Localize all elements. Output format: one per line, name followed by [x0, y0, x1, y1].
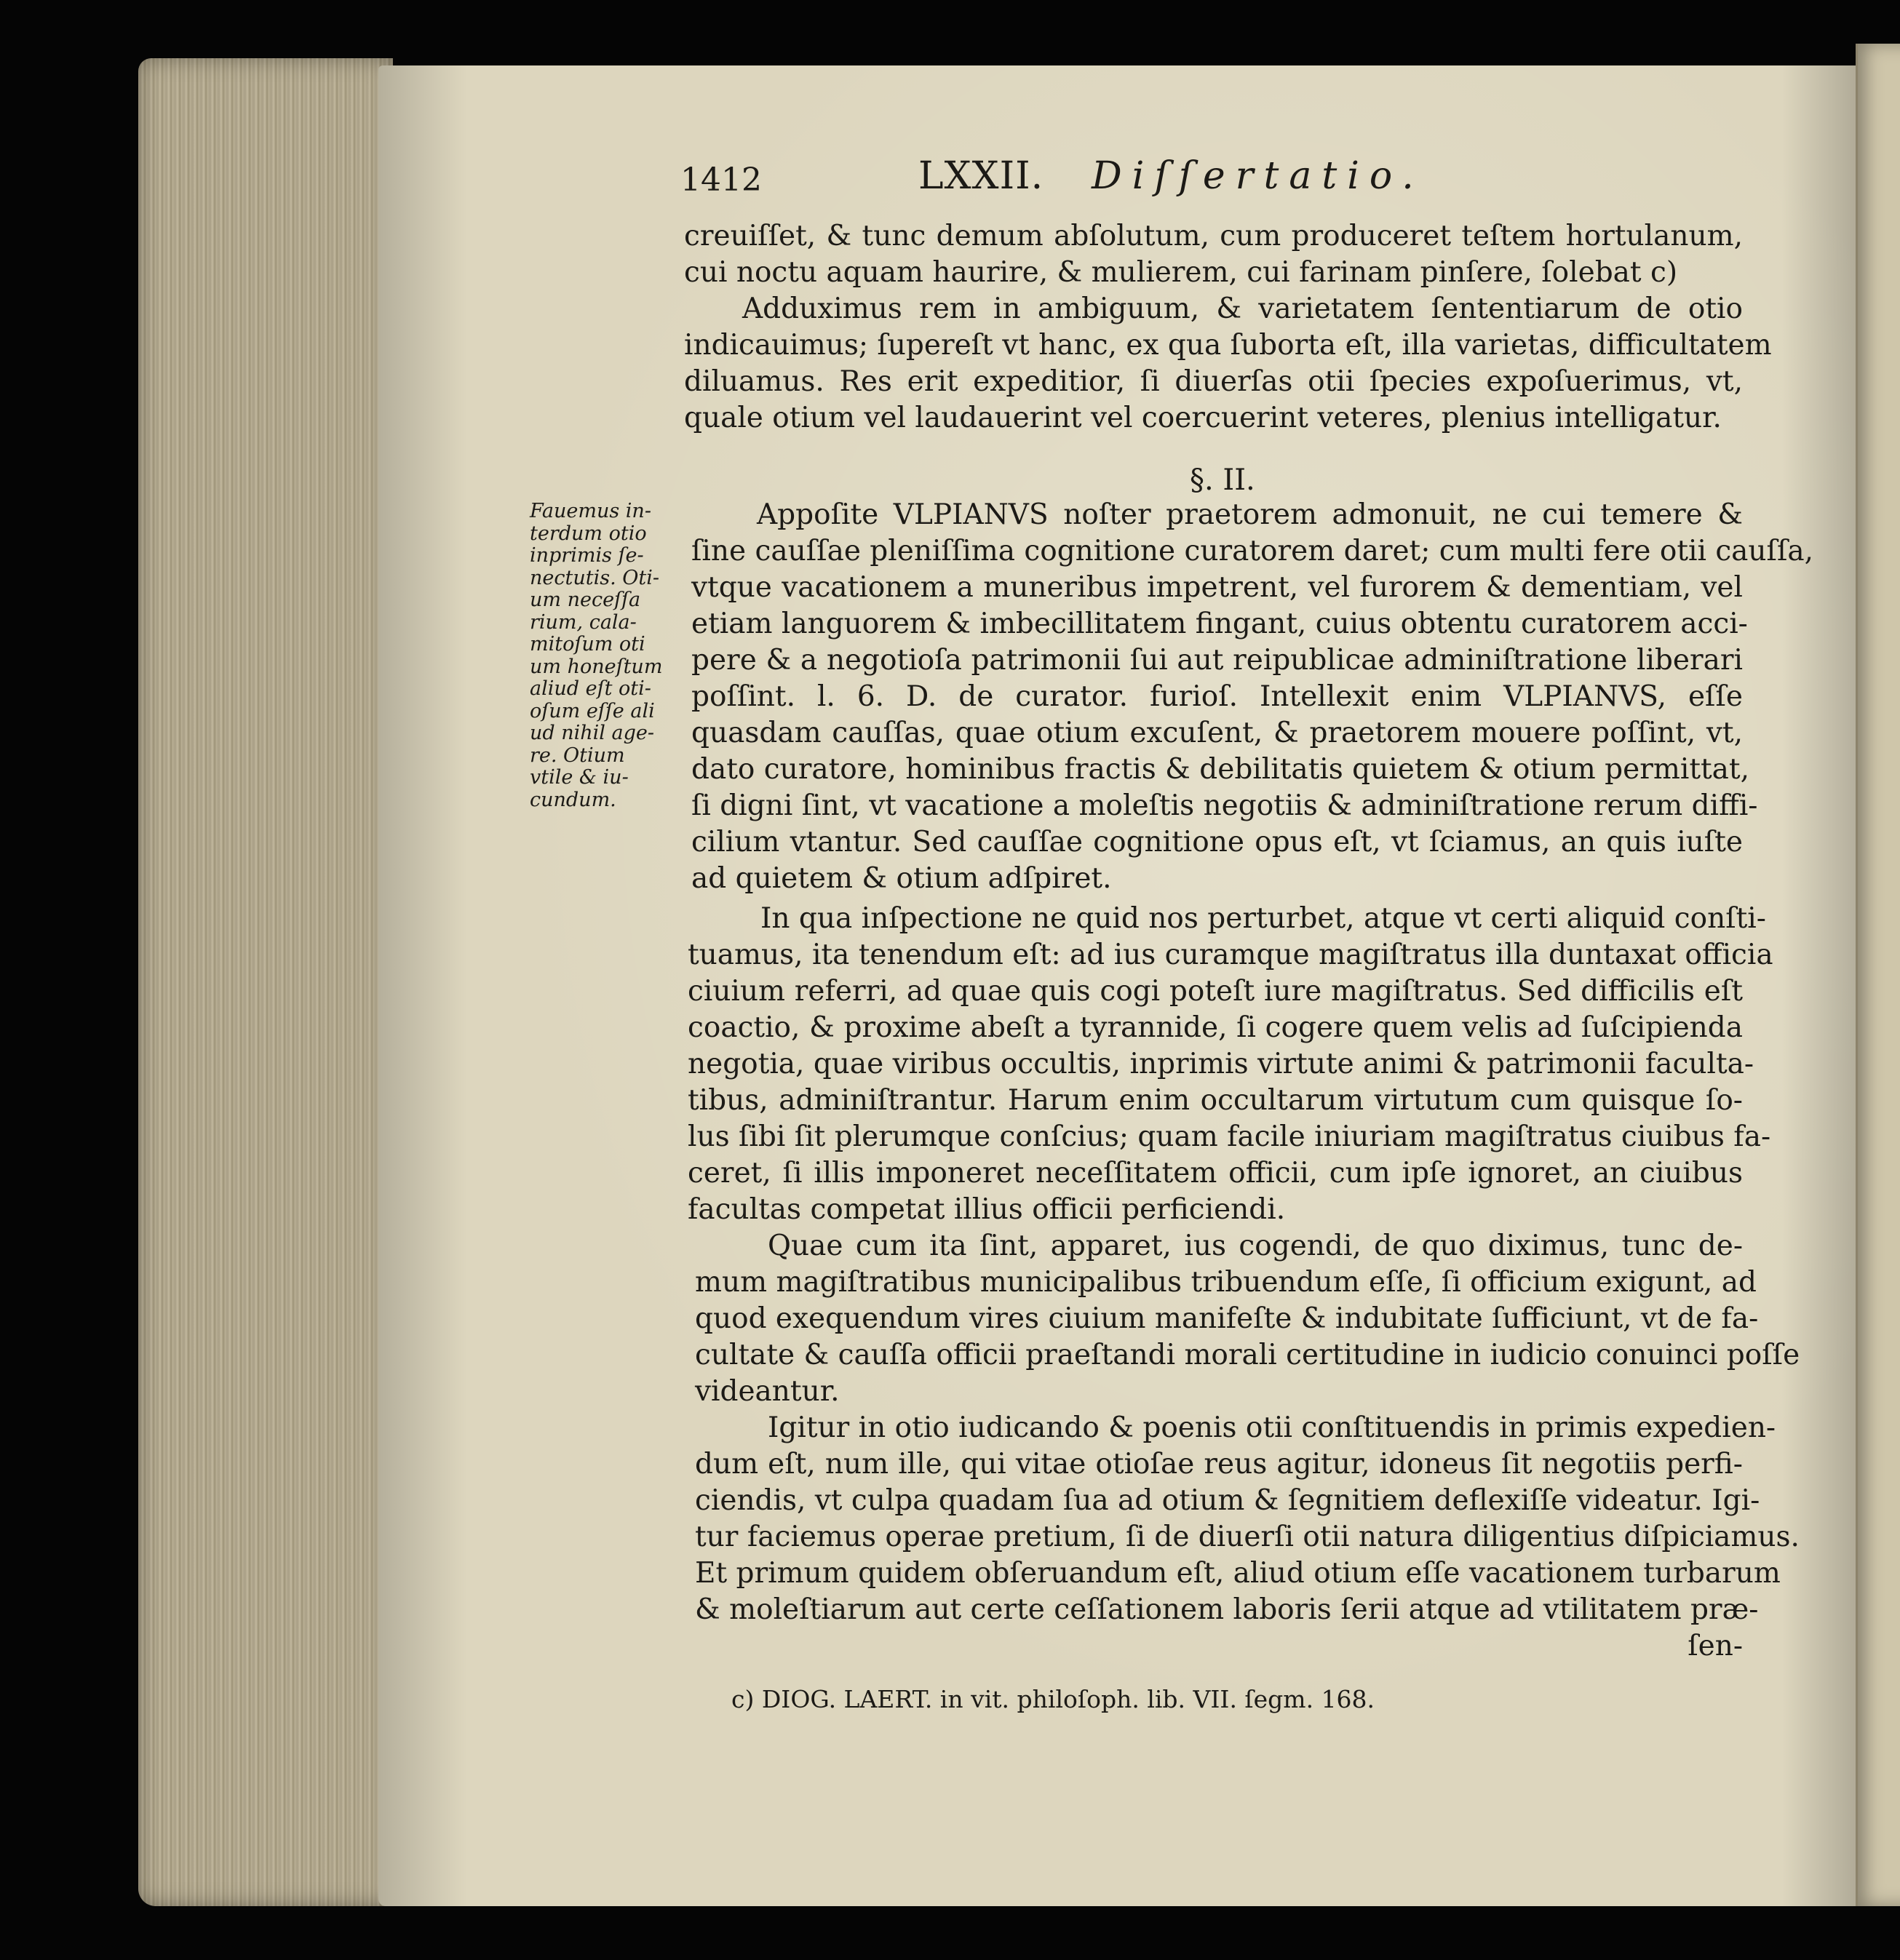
page-number: 1412	[680, 162, 762, 199]
text-line: tur faciemus operae pretium, ſi de diuerſi otii natura diligentius diſpiciamus.	[695, 1521, 1800, 1553]
text-line: ſi digni ſint, vt vacatione a moleſtis negotiis & adminiſtratione rerum diffi-	[691, 789, 1758, 822]
catchword: ſen-	[1688, 1630, 1743, 1662]
text-line: dato curatore, hominibus fractis & debilitatis quietem & otium permittat,	[691, 753, 1749, 786]
facing-page-edge	[1856, 44, 1900, 1906]
text-line: In qua inſpectione ne quid nos perturbet, atque vt certi aliquid conſti-	[760, 902, 1766, 935]
text-block	[691, 497, 1814, 897]
text-line: ciuium referri, ad quae quis cogi poteſt iure magiſtratus. Sed difficilis eſt	[688, 975, 1743, 1008]
text-line: ciendis, vt culpa quadam ſua ad otium & ſegnitiem deflexiſſe videatur. Igi-	[695, 1484, 1760, 1517]
text-line: tibus, adminiſtrantur. Harum enim occultarum virtutum cum quisque ſo-	[688, 1084, 1743, 1117]
margin-note-line: inprimis ſe-	[530, 544, 644, 567]
text-line: Et primum quidem obſeruandum eſt, aliud otium eſſe vacationem turbarum	[695, 1557, 1781, 1590]
text-line: quasdam cauſſas, quae otium excuſent, & praetorem mouere poſſint, vt,	[691, 717, 1743, 749]
text-block	[688, 901, 1773, 1228]
text-block	[684, 218, 1743, 291]
header-title: Diſſertatio.	[1092, 154, 1424, 198]
margin-note-line: um neceſſa	[530, 589, 641, 611]
text-line: Quae cum ita ſint, apparet, ius cogendi, de quo diximus, tunc de-	[768, 1230, 1743, 1262]
margin-note	[530, 501, 693, 811]
margin-note-line: cundum.	[530, 788, 616, 811]
margin-note-line: um honeſtum	[530, 655, 663, 678]
margin-note-line: Fauemus in-	[530, 500, 651, 522]
text-line: creuiſſet, & tunc demum abſolutum, cum produceret teſtem hortulanum,	[684, 220, 1743, 252]
text-line: quale otium vel laudauerint vel coercuerint veteres, plenius intelligatur.	[684, 402, 1722, 434]
text-line: mum magiſtratibus municipalibus tribuendum eſſe, ſi officium exigunt, ad	[695, 1266, 1757, 1299]
text-line: cilium vtantur. Sed cauſſae cognitione opus eſt, vt ſciamus, an quis iuſte	[691, 826, 1743, 859]
header-roman-numeral: LXXII.	[918, 154, 1044, 198]
text-line: indicauimus; ſupereſt vt hanc, ex qua ſuborta eſt, illa varietas, difficultatem	[684, 329, 1772, 362]
text-line: pere & a negotioſa patrimonii ſui aut reipublicae adminiſtratione liberari	[691, 644, 1743, 677]
text-block	[695, 1228, 1800, 1410]
text-line: vtque vacationem a muneribus impetrent, vel furorem & dementiam, vel	[691, 571, 1743, 604]
text-line: videantur.	[695, 1375, 840, 1408]
text-line: quod exequendum vires ciuium manifeſte & indubitate ſufficiunt, vt de fa-	[695, 1302, 1759, 1335]
margin-note-line: ud nihil age-	[530, 722, 655, 744]
footnote: c) DIOG. LAERT. in vit. philoſoph. lib. VII. ſegm. 168.	[731, 1685, 1375, 1713]
text-line: lus ſibi ſit plerumque conſcius; quam facile iniuriam magiſtratus ciuibus fa-	[688, 1120, 1771, 1153]
text-line: Appoſite VLPIANVS noſter praetorem admonuit, ne cui temere &	[757, 498, 1743, 531]
text-block	[684, 291, 1772, 437]
text-line: Igitur in otio iudicando & poenis otii conſtituendis in primis expedien-	[768, 1411, 1776, 1444]
text-line: ceret, ſi illis imponeret neceſſitatem officii, cum ipſe ignoret, an ciuibus	[688, 1157, 1743, 1190]
margin-note-line: rium, cala-	[530, 610, 637, 634]
text-line: facultas competat illius officii perficiendi.	[688, 1193, 1286, 1226]
margin-note-line: nectutis. Oti-	[530, 566, 659, 589]
margin-note-line: vtile & iu-	[530, 766, 629, 789]
text-line: coactio, & proxime abeſt a tyrannide, ſi cogere quem velis ad ſuſcipienda	[688, 1011, 1743, 1044]
text-line: poſſint. l. 6. D. de curator. furioſ. Intellexit enim VLPIANVS, eſſe	[691, 680, 1743, 713]
text-line: ad quietem & otium adſpiret.	[691, 862, 1112, 895]
text-line: dum eſt, num ille, qui vitae otioſae reus agitur, idoneus ſit negotiis perfi-	[695, 1448, 1743, 1481]
text-line: cui noctu aquam haurire, & mulierem, cui farinam pinſere, ſolebat c)	[684, 256, 1678, 289]
margin-note-line: re. Otium	[530, 744, 625, 767]
text-line: cultate & cauſſa officii praeſtandi morali certitudine in iudicio conuinci poſſe	[695, 1339, 1800, 1371]
text-line: negotia, quae viribus occultis, inprimis virtute animi & patrimonii faculta-	[688, 1048, 1754, 1080]
text-line: ſine cauſſae pleniſſima cognitione curatorem daret; cum multi fere otii cauſſa,	[691, 535, 1814, 567]
text-line: tuamus, ita tenendum eſt: ad ius curamque magiſtratus illa duntaxat officia	[688, 939, 1773, 971]
text-line: & moleſtiarum aut certe ceſſationem laboris ſerii atque ad vtilitatem præ-	[695, 1593, 1759, 1626]
book-page-edges	[138, 58, 393, 1906]
margin-note-line: aliud eſt oti-	[530, 677, 651, 700]
section-heading: §. II.	[1190, 463, 1255, 497]
margin-note-line: terdum otio	[530, 522, 647, 545]
margin-note-line: oſum eſſe ali	[530, 699, 655, 722]
text-line: etiam languorem & imbecillitatem fingant, cuius obtentu curatorem acci-	[691, 607, 1748, 640]
text-block	[695, 1410, 1800, 1628]
text-line: Adduximus rem in ambiguum, & varietatem ſententiarum de otio	[742, 292, 1743, 325]
margin-note-line: mitoſum oti	[530, 633, 645, 656]
text-line: diluamus. Res erit expeditior, ſi diuerſas otii ſpecies expoſuerimus, vt,	[684, 365, 1743, 398]
